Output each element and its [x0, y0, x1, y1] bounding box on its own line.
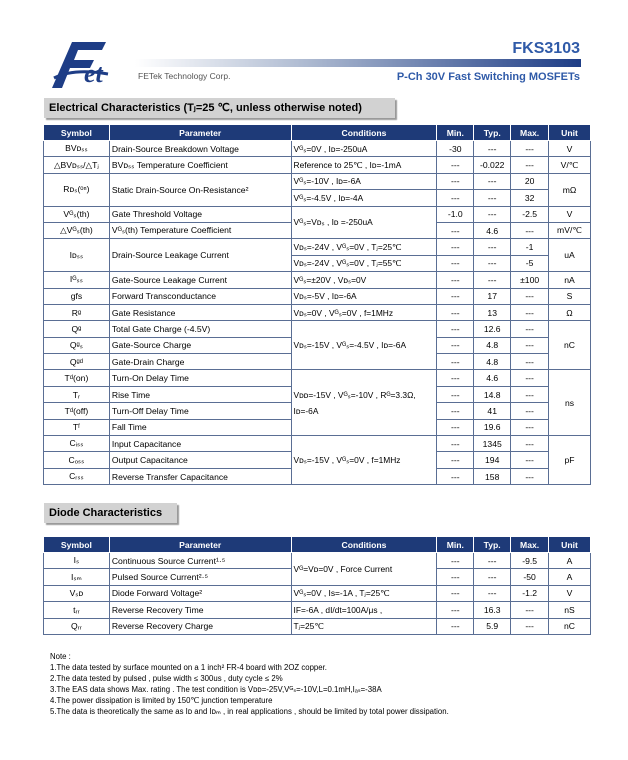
max-cell: ---	[511, 618, 549, 634]
col-min: Min.	[437, 537, 474, 553]
min-cell: ---	[437, 272, 474, 288]
min-cell: ---	[437, 337, 474, 353]
typ-cell: 4.8	[474, 337, 511, 353]
max-cell: ---	[511, 222, 549, 238]
parameter-cell: Drain-Source Leakage Current	[109, 239, 291, 272]
notes-title: Note :	[50, 652, 71, 661]
symbol-cell: Rᵍ	[44, 304, 110, 320]
electrical-table	[43, 124, 591, 485]
min-cell: -30	[437, 141, 474, 157]
symbol-cell: Rᴅₛ(ᵒⁿ)	[44, 173, 110, 206]
unit-cell: nA	[549, 272, 591, 288]
unit-cell: pF	[549, 436, 591, 485]
col-max: Max.	[511, 125, 549, 141]
typ-cell: 1345	[474, 436, 511, 452]
product-subtitle: P-Ch 30V Fast Switching MOSFETs	[396, 71, 580, 83]
condition-cell: Vᴅₛ=0V , Vᴳₛ=0V , f=1MHz	[291, 304, 437, 320]
unit-cell: nS	[549, 602, 591, 618]
symbol-cell: Qᵍ	[44, 321, 110, 337]
symbol-cell: Qᵍₛ	[44, 337, 110, 353]
max-cell: 32	[511, 190, 549, 206]
min-cell: ---	[437, 602, 474, 618]
parameter-cell: Reverse Recovery Time	[109, 602, 291, 618]
parameter-cell: BVᴅₛₛ Temperature Coefficient	[109, 157, 291, 173]
table-row	[44, 553, 591, 569]
typ-cell: ---	[474, 206, 511, 222]
max-cell: ---	[511, 321, 549, 337]
parameter-cell: Fall Time	[109, 419, 291, 435]
typ-cell: -0.022	[474, 157, 511, 173]
unit-cell: mV/℃	[549, 222, 591, 238]
max-cell: -1.2	[511, 585, 549, 601]
note-item: 4.The power dissipation is limited by 150℃ junction temperature	[50, 696, 273, 705]
max-cell: ---	[511, 370, 549, 386]
parameter-cell: Rise Time	[109, 386, 291, 402]
typ-cell: ---	[474, 190, 511, 206]
symbol-cell: Iᴅₛₛ	[44, 239, 110, 272]
unit-cell: mΩ	[549, 173, 591, 206]
table-header-row	[44, 125, 591, 141]
parameter-cell: Gate-Drain Charge	[109, 354, 291, 370]
typ-cell: 4.6	[474, 370, 511, 386]
svg-text:et: et	[84, 59, 103, 88]
max-cell: ---	[511, 419, 549, 435]
typ-cell: ---	[474, 173, 511, 189]
typ-cell: 5.9	[474, 618, 511, 634]
max-cell: ---	[511, 141, 549, 157]
symbol-cell: Iₛₘ	[44, 569, 110, 585]
typ-cell: ---	[474, 569, 511, 585]
unit-cell: A	[549, 569, 591, 585]
typ-cell: ---	[474, 272, 511, 288]
min-cell: ---	[437, 403, 474, 419]
condition-cell: Vᴅₛ=-5V , Iᴅ=-6A	[291, 288, 437, 304]
parameter-cell: Diode Forward Voltage²	[109, 585, 291, 601]
condition-cell: Vᴅₛ=-15V , Vᴳₛ=0V , f=1MHz	[291, 436, 437, 485]
typ-cell: 194	[474, 452, 511, 468]
table-header-row	[44, 537, 591, 553]
typ-cell: 158	[474, 468, 511, 484]
max-cell: ±100	[511, 272, 549, 288]
symbol-cell: Tᵈ(on)	[44, 370, 110, 386]
max-cell: -9.5	[511, 553, 549, 569]
col-unit: Unit	[549, 125, 591, 141]
symbol-cell: Tᵣ	[44, 386, 110, 402]
table-row	[44, 206, 591, 222]
company-name: FETek Technology Corp.	[138, 71, 231, 81]
min-cell: ---	[437, 255, 474, 271]
symbol-cell: Vₛᴅ	[44, 585, 110, 601]
min-cell: ---	[437, 618, 474, 634]
condition-cell: Vᴳₛ=Vᴅₛ , Iᴅ =-250uA	[291, 206, 437, 239]
max-cell: ---	[511, 304, 549, 320]
min-cell: ---	[437, 288, 474, 304]
max-cell: ---	[511, 354, 549, 370]
unit-cell: V	[549, 206, 591, 222]
condition-cell: Vᴳₛ=±20V , Vᴅₛ=0V	[291, 272, 437, 288]
table-row	[44, 585, 591, 601]
condition-line: Iᴅ=-6A	[293, 405, 319, 416]
col-unit: Unit	[549, 537, 591, 553]
symbol-cell: Cᵢₛₛ	[44, 436, 110, 452]
note-item: 3.The EAS data shows Max. rating . The test condition is Vᴅᴅ=-25V,Vᴳₛ=-10V,L=0.1mH,Iₐₛ=-38A	[50, 685, 382, 694]
table-row	[44, 370, 591, 386]
note-item: 5.The data is theoretically the same as Iᴅ and Iᴅₘ , in real applications , should be limited by total power dissipation.	[50, 707, 449, 716]
max-cell: ---	[511, 403, 549, 419]
parameter-cell: Reverse Recovery Charge	[109, 618, 291, 634]
min-cell: -1.0	[437, 206, 474, 222]
diode-table	[43, 536, 591, 635]
notes-block	[50, 651, 449, 717]
symbol-cell: Cₒₛₛ	[44, 452, 110, 468]
typ-cell: 4.6	[474, 222, 511, 238]
part-number: FKS3103	[512, 40, 580, 57]
parameter-cell: Vᴳₛ(th) Temperature Coefficient	[109, 222, 291, 238]
min-cell: ---	[437, 370, 474, 386]
symbol-cell: Qᵍᵈ	[44, 354, 110, 370]
condition-cell: Vᴅₛ=-24V , Vᴳₛ=0V , Tⱼ=55℃	[291, 255, 437, 271]
min-cell: ---	[437, 354, 474, 370]
parameter-cell: Reverse Transfer Capacitance	[109, 468, 291, 484]
condition-cell	[291, 370, 437, 436]
min-cell: ---	[437, 190, 474, 206]
unit-cell: uA	[549, 239, 591, 272]
unit-cell: V	[549, 585, 591, 601]
col-typ: Typ.	[474, 537, 511, 553]
typ-cell: 19.6	[474, 419, 511, 435]
col-conditions: Conditions	[291, 125, 437, 141]
parameter-cell: Turn-Off Delay Time	[109, 403, 291, 419]
parameter-cell: Gate-Source Charge	[109, 337, 291, 353]
min-cell: ---	[437, 222, 474, 238]
max-cell: ---	[511, 602, 549, 618]
symbol-cell: tᵣᵣ	[44, 602, 110, 618]
typ-cell: 14.8	[474, 386, 511, 402]
min-cell: ---	[437, 436, 474, 452]
col-typ: Typ.	[474, 125, 511, 141]
min-cell: ---	[437, 419, 474, 435]
electrical-heading: Electrical Characteristics (Tⱼ=25 ℃, unless otherwise noted)	[44, 98, 395, 118]
condition-cell: IF=-6A , dI/dt=100A/μs ,	[291, 602, 437, 618]
max-cell: -50	[511, 569, 549, 585]
max-cell: ---	[511, 468, 549, 484]
condition-cell: Vᴳₛ=0V , Is=-1A , Tⱼ=25℃	[291, 585, 437, 601]
table-row	[44, 288, 591, 304]
symbol-cell: △BVᴅₛₛ/△Tⱼ	[44, 157, 110, 173]
max-cell: 20	[511, 173, 549, 189]
table-row	[44, 321, 591, 337]
typ-cell: 41	[474, 403, 511, 419]
symbol-cell: △Vᴳₛ(th)	[44, 222, 110, 238]
col-parameter: Parameter	[109, 537, 291, 553]
max-cell: ---	[511, 436, 549, 452]
typ-cell: ---	[474, 255, 511, 271]
max-cell: ---	[511, 337, 549, 353]
symbol-cell: gfs	[44, 288, 110, 304]
unit-cell: nC	[549, 618, 591, 634]
parameter-cell: Forward Transconductance	[109, 288, 291, 304]
table-row	[44, 157, 591, 173]
table-row	[44, 618, 591, 634]
table-row	[44, 239, 591, 255]
parameter-cell: Pulsed Source Current²·⁵	[109, 569, 291, 585]
symbol-cell: Iₛ	[44, 553, 110, 569]
symbol-cell: Vᴳₛ(th)	[44, 206, 110, 222]
min-cell: ---	[437, 239, 474, 255]
min-cell: ---	[437, 157, 474, 173]
max-cell: ---	[511, 452, 549, 468]
max-cell: -2.5	[511, 206, 549, 222]
parameter-cell: Gate Resistance	[109, 304, 291, 320]
max-cell: ---	[511, 157, 549, 173]
parameter-cell: Gate Threshold Voltage	[109, 206, 291, 222]
unit-cell: S	[549, 288, 591, 304]
table-row	[44, 173, 591, 189]
condition-cell: Vᴅₛ=-15V , Vᴳₛ=-4.5V , Iᴅ=-6A	[291, 321, 437, 370]
fetek-logo	[44, 38, 134, 90]
parameter-cell: Total Gate Charge (-4.5V)	[109, 321, 291, 337]
max-cell: ---	[511, 288, 549, 304]
parameter-cell: Input Capacitance	[109, 436, 291, 452]
condition-cell: Vᴳₛ=-4.5V , Iᴅ=-4A	[291, 190, 437, 206]
parameter-cell: Output Capacitance	[109, 452, 291, 468]
table-row	[44, 602, 591, 618]
diode-heading: Diode Characteristics	[44, 503, 177, 523]
parameter-cell: Drain-Source Breakdown Voltage	[109, 141, 291, 157]
parameter-cell: Turn-On Delay Time	[109, 370, 291, 386]
max-cell: -5	[511, 255, 549, 271]
typ-cell: ---	[474, 141, 511, 157]
symbol-cell: Tᵈ(off)	[44, 403, 110, 419]
table-row	[44, 141, 591, 157]
table-row	[44, 436, 591, 452]
table-row	[44, 272, 591, 288]
note-item: 1.The data tested by surface mounted on a 1 inch² FR-4 board with 2OZ copper.	[50, 663, 327, 672]
min-cell: ---	[437, 452, 474, 468]
unit-cell: V/℃	[549, 157, 591, 173]
unit-cell: A	[549, 553, 591, 569]
parameter-cell: Gate-Source Leakage Current	[109, 272, 291, 288]
col-symbol: Symbol	[44, 125, 110, 141]
condition-cell: Vᴳ=Vᴅ=0V , Force Current	[291, 553, 437, 586]
symbol-cell: Qᵣᵣ	[44, 618, 110, 634]
typ-cell: 17	[474, 288, 511, 304]
min-cell: ---	[437, 585, 474, 601]
header-gradient-bar	[135, 59, 581, 67]
condition-cell: Vᴳₛ=-10V , Iᴅ=-6A	[291, 173, 437, 189]
col-min: Min.	[437, 125, 474, 141]
col-symbol: Symbol	[44, 537, 110, 553]
min-cell: ---	[437, 321, 474, 337]
max-cell: -1	[511, 239, 549, 255]
unit-cell: Ω	[549, 304, 591, 320]
condition-cell: Reference to 25℃ , Iᴅ=-1mA	[291, 157, 437, 173]
min-cell: ---	[437, 173, 474, 189]
min-cell: ---	[437, 386, 474, 402]
typ-cell: ---	[474, 239, 511, 255]
condition-cell: Vᴅₛ=-24V , Vᴳₛ=0V , Tⱼ=25℃	[291, 239, 437, 255]
unit-cell: nC	[549, 321, 591, 370]
typ-cell: 16.3	[474, 602, 511, 618]
symbol-cell: Iᴳₛₛ	[44, 272, 110, 288]
min-cell: ---	[437, 569, 474, 585]
min-cell: ---	[437, 304, 474, 320]
unit-cell: V	[549, 141, 591, 157]
typ-cell: ---	[474, 585, 511, 601]
typ-cell: 12.6	[474, 321, 511, 337]
typ-cell: 4.8	[474, 354, 511, 370]
parameter-cell: Continuous Source Current¹·⁵	[109, 553, 291, 569]
condition-cell: Tⱼ=25℃	[291, 618, 437, 634]
unit-cell: ns	[549, 370, 591, 436]
min-cell: ---	[437, 468, 474, 484]
col-max: Max.	[511, 537, 549, 553]
typ-cell: 13	[474, 304, 511, 320]
parameter-cell: Static Drain-Source On-Resistance²	[109, 173, 291, 206]
note-item: 2.The data tested by pulsed , pulse width ≤ 300us , duty cycle ≤ 2%	[50, 674, 283, 683]
symbol-cell: BVᴅₛₛ	[44, 141, 110, 157]
condition-cell: Vᴳₛ=0V , Iᴅ=-250uA	[291, 141, 437, 157]
table-row	[44, 304, 591, 320]
typ-cell: ---	[474, 553, 511, 569]
condition-line: Vᴅᴅ=-15V , Vᴳₛ=-10V , Rᴳ=3.3Ω,	[293, 389, 416, 400]
max-cell: ---	[511, 386, 549, 402]
symbol-cell: Cᵣₛₛ	[44, 468, 110, 484]
col-conditions: Conditions	[291, 537, 437, 553]
symbol-cell: Tᶠ	[44, 419, 110, 435]
col-parameter: Parameter	[109, 125, 291, 141]
min-cell: ---	[437, 553, 474, 569]
